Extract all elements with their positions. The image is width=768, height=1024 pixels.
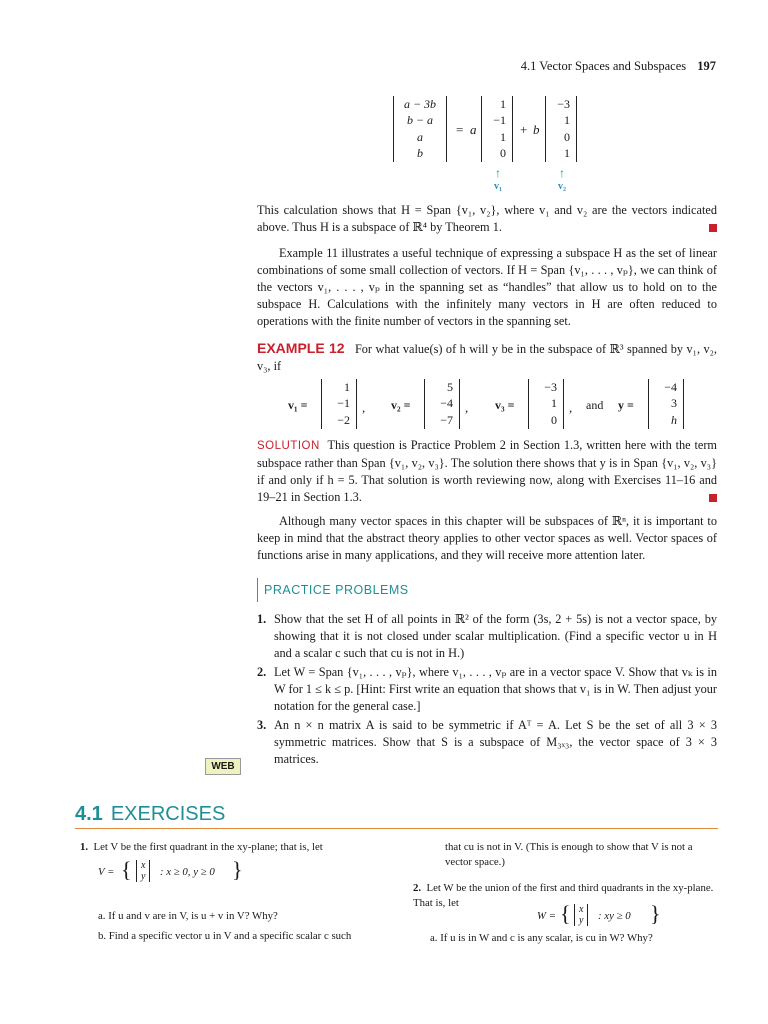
v2-label: v₂ bbox=[558, 181, 566, 192]
solution-title: SOLUTION bbox=[257, 440, 320, 452]
exercise-1b: b. Find a specific vector u in V and a specific scalar c such bbox=[98, 930, 352, 942]
v2-label: v₂ = bbox=[391, 398, 411, 412]
up-arrow-icon: ↑ bbox=[559, 166, 565, 180]
set-vector bbox=[574, 904, 588, 926]
v1-entry: 0 bbox=[500, 146, 506, 161]
lhs-entry: a bbox=[417, 129, 423, 144]
coefficient-b: b bbox=[533, 122, 540, 137]
v1-label: v₁ = bbox=[288, 398, 308, 412]
exercise-1b-continued: that cu is not in V. (This is enough to show that V is not a vector space.) bbox=[445, 841, 693, 868]
running-header bbox=[521, 59, 716, 74]
exercises-heading bbox=[75, 803, 225, 826]
vector-entry: x bbox=[141, 860, 146, 871]
exercise-1 bbox=[80, 840, 400, 855]
right-brace: } bbox=[232, 857, 243, 882]
paragraph-technique bbox=[257, 245, 717, 330]
example-text: For what value(s) of h will y be in the subspace of ℝ³ spanned by v₁, v₂, v₃, if bbox=[257, 342, 717, 373]
right-brace: } bbox=[650, 901, 661, 926]
coefficient-a: a bbox=[470, 122, 477, 137]
problem-text: Let W = Span {v₁, . . . , vₚ}, where v₁, . . . , vₚ are in a vector space V. Show that vₖ is in W for 1 ≤ k ≤ p. [Hint: First write an equation that shows that v₁ is in W. Then adjust your notation for the general case.] bbox=[274, 665, 717, 713]
exercise-number: 1. bbox=[80, 841, 89, 853]
exercises-divider bbox=[75, 828, 718, 829]
exercises-title: EXERCISES bbox=[110, 803, 226, 825]
web-badge[interactable]: WEB bbox=[205, 758, 241, 775]
v2-entry: 1 bbox=[564, 113, 570, 128]
practice-problems-heading: PRACTICE PROBLEMS bbox=[257, 578, 409, 602]
left-brace: { bbox=[121, 857, 132, 882]
equals-sign: = bbox=[456, 122, 464, 137]
ey-entry: h bbox=[671, 413, 677, 428]
comma: , bbox=[362, 400, 366, 415]
end-of-proof-icon bbox=[709, 224, 717, 232]
solution-text: This question is Practice Problem 2 in Section 1.3, written here with the term subspace rather than Span {v₁, v₂, v₃}. The solution there shows that y is in Span {v₁, v₂, v₃} if and only if h = 5. That solution is worth reviewing now, along with Exercises 11–16 and 19–21 in Section 1.3. bbox=[257, 438, 717, 504]
ev1-entry: −1 bbox=[337, 396, 350, 411]
set-vector bbox=[136, 860, 150, 882]
vector-entry: y bbox=[141, 871, 146, 882]
example-v1 bbox=[321, 379, 357, 429]
exercises-section-number: 4.1 bbox=[75, 803, 103, 825]
set-lhs: V = bbox=[98, 866, 115, 878]
ey-entry: −4 bbox=[664, 379, 677, 394]
lhs-entry: a − 3b bbox=[403, 96, 437, 111]
ev1-entry: 1 bbox=[344, 379, 350, 394]
ev2-entry: 5 bbox=[447, 379, 453, 394]
example-y bbox=[648, 379, 684, 429]
left-brace: { bbox=[560, 901, 571, 926]
paragraph-text: Although many vector spaces in this chapter will be subspaces of ℝⁿ, it is important to keep in mind that the abstract theory applies to other vector spaces as well. Vector spaces of functions arise in many applications, and they will receive more attention later. bbox=[257, 514, 717, 562]
v1-pointer bbox=[490, 166, 506, 192]
and-word: and bbox=[586, 398, 604, 412]
comma: , bbox=[465, 400, 469, 415]
exercise-1a: a. If u and v are in V, is u + v in V? Why? bbox=[98, 910, 278, 922]
page-number: 197 bbox=[697, 59, 716, 73]
problem-number: 2. bbox=[257, 665, 267, 679]
ev2-entry: −7 bbox=[440, 413, 453, 428]
v2-entry: 0 bbox=[564, 129, 570, 144]
vector-v2 bbox=[545, 96, 577, 162]
set-condition: : x ≥ 0, y ≥ 0 bbox=[160, 866, 215, 878]
set-lhs: W = bbox=[537, 910, 556, 922]
vector-entry: x bbox=[579, 904, 584, 915]
exercise-text: Let W be the union of the first and third quadrants in the xy-plane. That is, let bbox=[413, 882, 714, 909]
v2-pointer bbox=[554, 166, 570, 192]
example-title: EXAMPLE 12 bbox=[257, 340, 345, 356]
exercise-text: Let V be the first quadrant in the xy-plane; that is, let bbox=[93, 841, 323, 853]
practice-problem-2 bbox=[257, 664, 717, 715]
problem-number: 1. bbox=[257, 612, 267, 626]
plus-sign: + bbox=[520, 122, 528, 137]
v3-label: v₃ = bbox=[495, 398, 515, 412]
v1-entry: −1 bbox=[493, 113, 506, 128]
section-title: 4.1 Vector Spaces and Subspaces bbox=[520, 59, 687, 73]
paragraph-conclusion bbox=[257, 202, 717, 236]
comma: , bbox=[569, 400, 573, 415]
example-v2 bbox=[424, 379, 460, 429]
lhs-entry: b bbox=[417, 146, 423, 161]
paragraph-abstract-theory bbox=[257, 513, 717, 564]
problem-text: An n × n matrix A is said to be symmetric if Aᵀ = A. Let S be the set of all 3 × 3 symmetric matrices. Show that S is a subspace of M₃ₓ₃, the vector space of 3 × 3 matrices. bbox=[274, 718, 717, 766]
ey-entry: 3 bbox=[671, 396, 677, 411]
lhs-entry: b − a bbox=[406, 113, 434, 128]
ev1-entry: −2 bbox=[337, 413, 350, 428]
ev3-entry: 1 bbox=[551, 396, 557, 411]
v2-entry: −3 bbox=[557, 96, 570, 111]
ev3-entry: −3 bbox=[544, 379, 557, 394]
lhs-vector bbox=[393, 96, 447, 162]
exercise-2a: a. If u is in W and c is any scalar, is cu in W? Why? bbox=[430, 932, 653, 944]
set-condition: : xy ≥ 0 bbox=[598, 910, 631, 922]
vector-entry: y bbox=[579, 915, 584, 926]
problem-number: 3. bbox=[257, 718, 267, 732]
practice-problem-1 bbox=[257, 611, 717, 662]
vector-v1 bbox=[481, 96, 513, 162]
y-label: y = bbox=[618, 398, 634, 412]
problem-text: Show that the set H of all points in ℝ² of the form (3s, 2 + 5s) is not a vector space, by showing that it is not closed under scalar multiplication. (Find a specific vector u in H and a scalar c such that cu is not in H.) bbox=[274, 612, 717, 660]
ev2-entry: −4 bbox=[440, 396, 453, 411]
v1-label: v₁ bbox=[494, 181, 502, 192]
exercise-number: 2. bbox=[413, 882, 422, 894]
paragraph-text: Example 11 illustrates a useful technique of expressing a subspace H as the set of linear combinations of some small collection of vectors. If H = Span {v₁, . . . , vₚ}, we can think of the vectors v₁, . . . , vₚ in the spanning set as “handles” that allow us to hold on to the subspace H. Calculations with the infinitely many vectors in H are often reduced to operations with the finite number of vectors in the spanning set. bbox=[257, 246, 717, 328]
ev3-entry: 0 bbox=[551, 413, 557, 428]
v1-entry: 1 bbox=[500, 129, 506, 144]
example-v3 bbox=[528, 379, 564, 429]
up-arrow-icon: ↑ bbox=[495, 166, 501, 180]
end-of-proof-icon bbox=[709, 494, 717, 502]
solution bbox=[257, 437, 717, 506]
paragraph-text: This calculation shows that H = Span {v₁, v₂}, where v₁ and v₂ are the vectors indicated above. Thus H is a subspace of ℝ⁴ by Theorem 1. bbox=[257, 203, 717, 234]
v2-entry: 1 bbox=[564, 146, 570, 161]
v1-entry: 1 bbox=[500, 96, 506, 111]
practice-problem-3 bbox=[257, 717, 717, 768]
example-12 bbox=[257, 340, 717, 375]
